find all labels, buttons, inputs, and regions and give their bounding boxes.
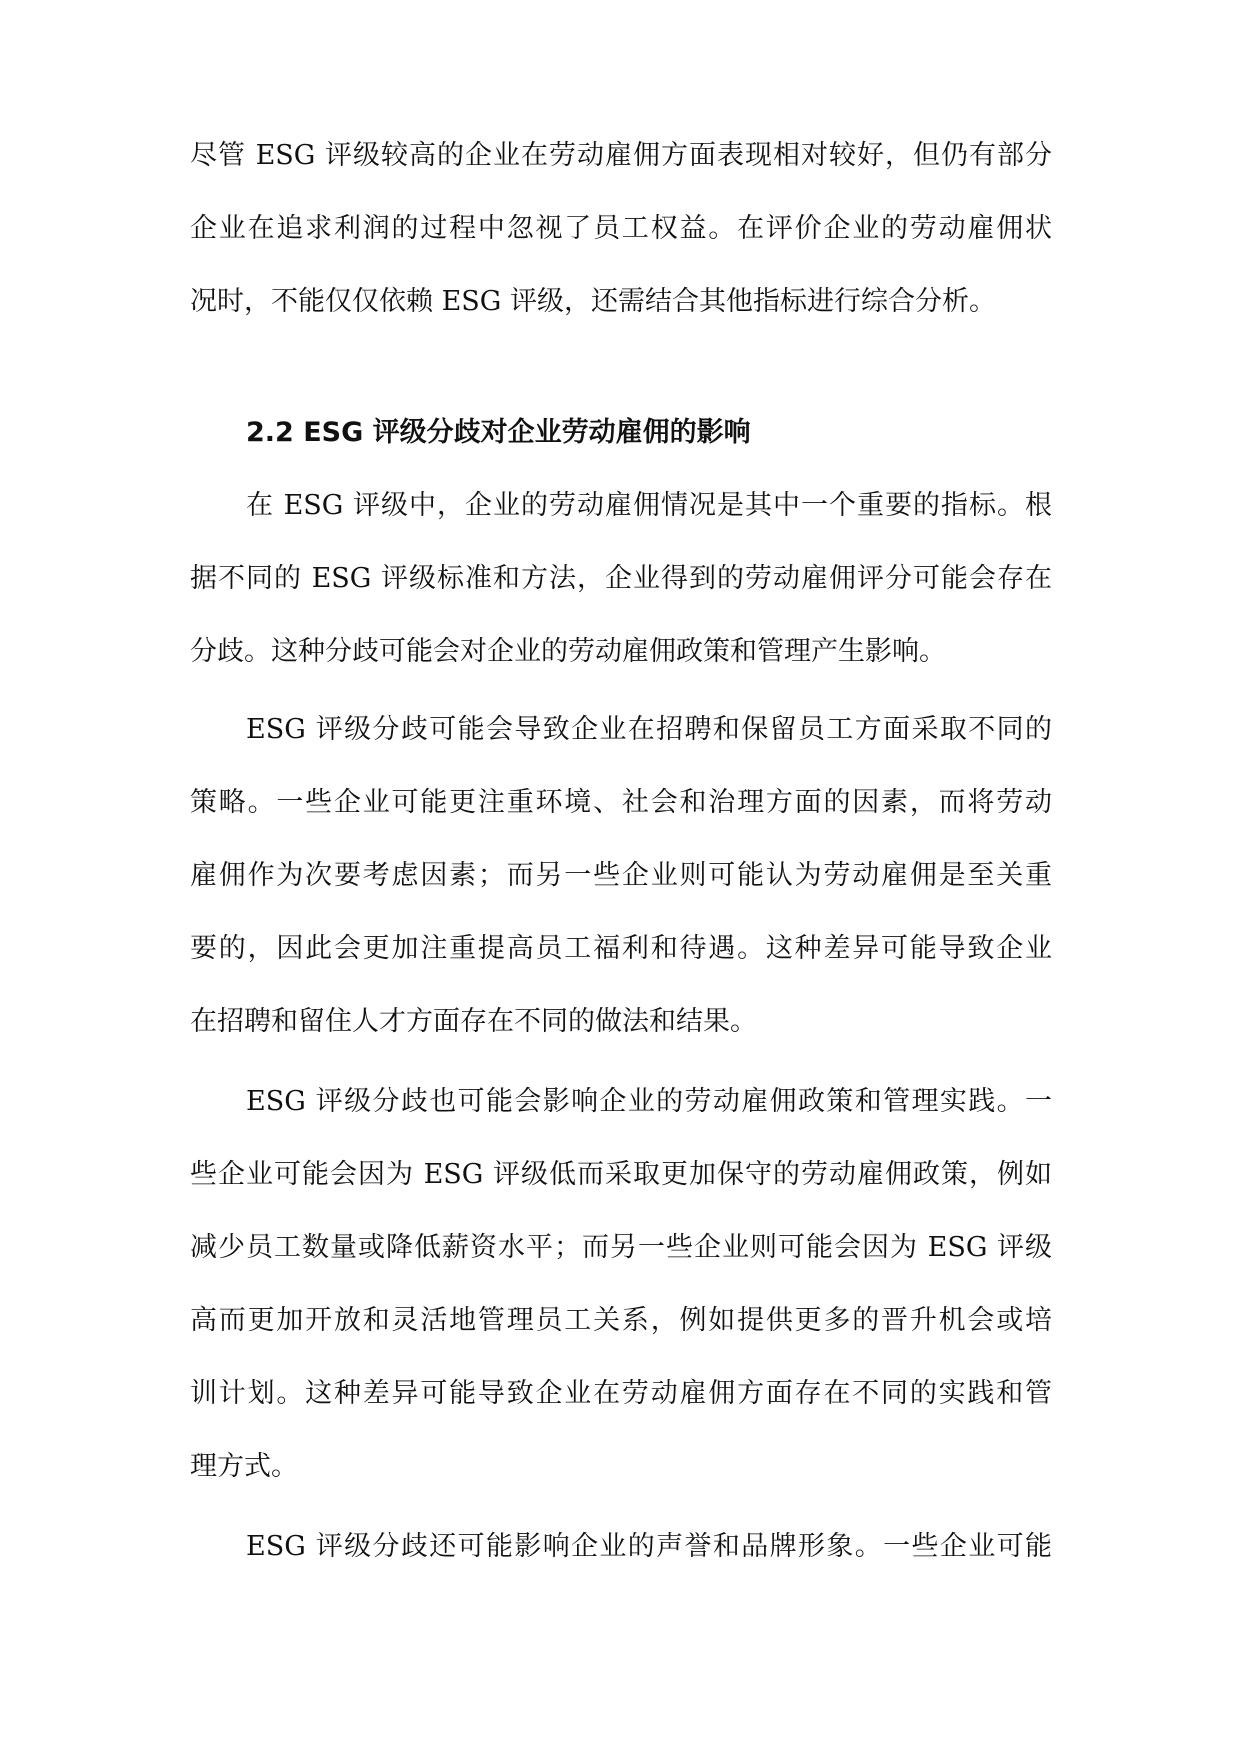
- paragraph-line: 据不同的 ESG 评级标准和方法，企业得到的劳动雇佣评分可能会存在: [190, 563, 1052, 594]
- paragraph-line: 要的，因此会更加注重提高员工福利和待遇。这种差异可能导致企业: [190, 933, 1052, 964]
- paragraph-5: [190, 1510, 1052, 1583]
- paragraph-line: 训计划。这种差异可能导致企业在劳动雇佣方面存在不同的实践和管: [190, 1378, 1052, 1409]
- paragraph-line: 些企业可能会因为 ESG 评级低而采取更加保守的劳动雇佣政策，例如: [190, 1159, 1052, 1190]
- paragraph-1: [190, 119, 1052, 338]
- paragraph-line: 雇佣作为次要考虑因素；而另一些企业则可能认为劳动雇佣是至关重: [190, 860, 1052, 891]
- paragraph-line: 减少员工数量或降低薪资水平；而另一些企业则可能会因为 ESG 评级: [190, 1232, 1052, 1263]
- paragraph-2: [190, 469, 1052, 688]
- paragraph-line: 尽管 ESG 评级较高的企业在劳动雇佣方面表现相对较好，但仍有部分: [190, 140, 1052, 171]
- paragraph-line: 况时，不能仅仅依赖 ESG 评级，还需结合其他指标进行综合分析。: [190, 286, 996, 317]
- paragraph-line: ESG 评级分歧还可能影响企业的声誉和品牌形象。一些企业可能: [246, 1531, 1052, 1562]
- paragraph-line: 在招聘和留住人才方面存在不同的做法和结果。: [190, 1006, 757, 1037]
- paragraph-line: 分歧。这种分歧可能会对企业的劳动雇佣政策和管理产生影响。: [190, 636, 946, 667]
- paragraph-line: 策略。一些企业可能更注重环境、社会和治理方面的因素，而将劳动: [190, 787, 1052, 818]
- paragraph-4: [190, 1065, 1052, 1503]
- paragraph-line: 高而更加开放和灵活地管理员工关系，例如提供更多的晋升机会或培: [190, 1305, 1052, 1336]
- section-heading: 2.2 ESG 评级分歧对企业劳动雇佣的影响: [246, 417, 751, 448]
- paragraph-line: ESG 评级分歧也可能会影响企业的劳动雇佣政策和管理实践。一: [246, 1086, 1052, 1117]
- paragraph-3: [190, 693, 1052, 1058]
- paragraph-line: 企业在追求利润的过程中忽视了员工权益。在评价企业的劳动雇佣状: [190, 213, 1052, 244]
- paragraph-line: 在 ESG 评级中，企业的劳动雇佣情况是其中一个重要的指标。根: [246, 490, 1052, 521]
- paragraph-line: ESG 评级分歧可能会导致企业在招聘和保留员工方面采取不同的: [246, 714, 1052, 745]
- paragraph-line: 理方式。: [190, 1451, 298, 1482]
